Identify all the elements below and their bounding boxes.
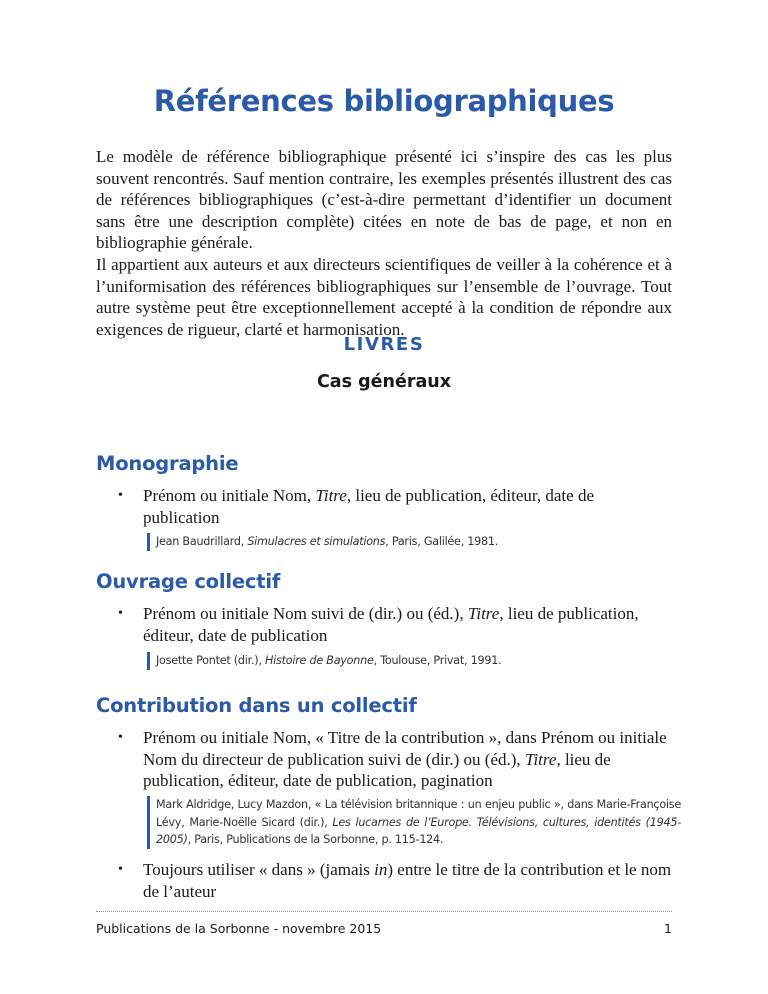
heading-contribution: Contribution dans un collectif [96, 694, 417, 717]
intro-text [96, 146, 672, 340]
example-monographie: Jean Baudrillard, Simulacres et simulations, Paris, Galilée, 1981. [147, 533, 681, 551]
heading-ouvrage-collectif: Ouvrage collectif [96, 570, 281, 593]
bullet-icon: • [118, 606, 123, 621]
list-item-text: Prénom ou initiale Nom suivi de (dir.) ou (éd.), Titre, lieu de publication, éditeur, date de publication [143, 604, 639, 645]
intro-paragraph-1: Le modèle de référence bibliographique présenté ici s’inspire des cas les plus souvent rencontrés. Sauf mention contraire, les exemples présentés illustrent des cas de références bibliographiques (c’est-à-dire permettant d’identifier un document sans être une description complète) citées en note de bas de page, et non en bibliographie générale. [96, 147, 672, 253]
section-heading-livres: LIVRES [343, 334, 425, 355]
example-collectif: Josette Pontet (dir.), Histoire de Bayonne, Toulouse, Privat, 1991. [147, 652, 681, 670]
bullet-icon: • [118, 730, 123, 745]
bullet-icon: • [118, 488, 123, 503]
list-item-text: Prénom ou initiale Nom, « Titre de la contribution », dans Prénom ou initiale Nom du directeur de publication suivi de (dir.) ou (éd.), Titre, lieu de publication, éditeur, date de publication, pagination [143, 728, 667, 790]
subsection-heading-cas-generaux: Cas généraux [316, 372, 452, 392]
list-item-text: Prénom ou initiale Nom, Titre, lieu de publication, éditeur, date de publication [143, 486, 594, 527]
list-item-text: Toujours utiliser « dans » (jamais in) entre le titre de la contribution et le nom de l’auteur [143, 860, 672, 901]
footer-publisher: Publications de la Sorbonne - novembre 2015 [96, 921, 382, 936]
footer-divider [96, 911, 672, 912]
bullet-icon: • [118, 862, 123, 877]
page-number: 1 [664, 921, 672, 936]
intro-paragraph-2: Il appartient aux auteurs et aux directeurs scientifiques de veiller à la cohérence et à l’uniformisation des références bibliographiques sur l’ensemble de l’ouvrage. Tout autre système peut être exceptionnellement accepté à la condition de répondre aux exigences de rigueur, clarté et harmonisation. [96, 254, 672, 339]
page-title: Références bibliographiques [153, 84, 615, 118]
heading-monographie: Monographie [96, 452, 239, 475]
example-contribution: Mark Aldridge, Lucy Mazdon, « La télévision britannique : un enjeu public », dans Marie-Françoise Lévy, Marie-Noëlle Sicard (dir.), Les lucarnes de l’Europe. Télévisions, cultures, identités (1945-2005), Paris, Publications de la Sorbonne, p. 115-124. [147, 796, 681, 849]
